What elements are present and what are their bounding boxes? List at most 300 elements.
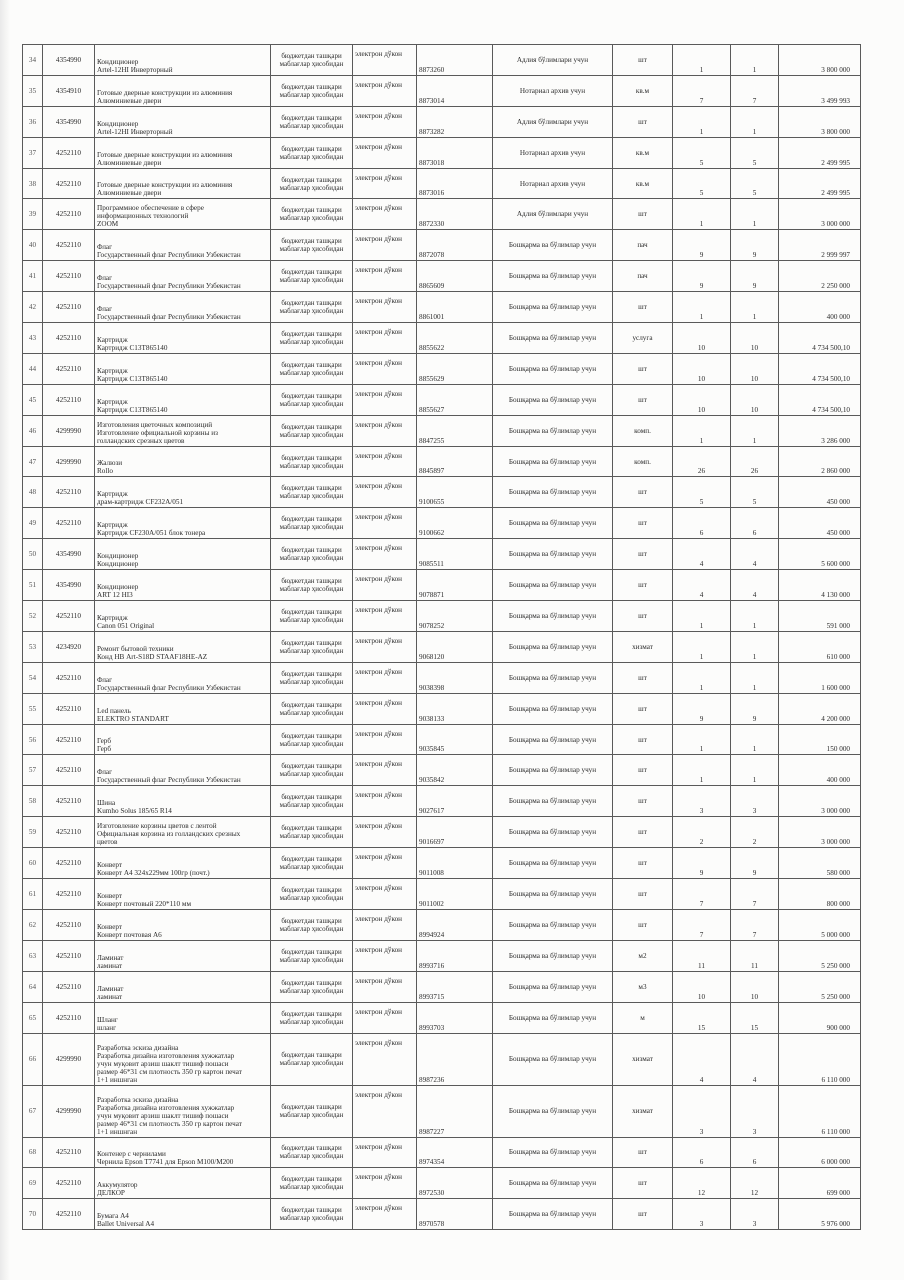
quantity-actual: 26	[731, 446, 779, 477]
quantity-planned: 9	[673, 848, 731, 879]
lot-number: 9085511	[417, 539, 493, 570]
funding-source-line: маблағлар ҳисобидан	[279, 399, 344, 408]
row-number: 60	[23, 848, 43, 879]
funding-source-line: бюджетдан ташқари	[281, 82, 342, 91]
row-number: 35	[23, 75, 43, 106]
funding-source-line: бюджетдан ташқари	[281, 299, 342, 308]
funding-source	[271, 879, 353, 910]
destination: Бошқарма ва бўлимлар учун	[493, 570, 613, 601]
amount: 450 000	[779, 508, 861, 539]
table-row	[23, 601, 861, 632]
amount: 3 800 000	[779, 106, 861, 137]
item-name-line: Canon 051 Original	[97, 621, 155, 630]
amount: 400 000	[779, 292, 861, 323]
lot-number: 8865609	[417, 261, 493, 292]
item-name	[95, 631, 271, 662]
amount: 800 000	[779, 879, 861, 910]
item-name	[95, 1137, 271, 1168]
item-code: 4354990	[43, 539, 95, 570]
funding-source-line: маблағлар ҳисобидан	[279, 368, 344, 377]
item-name-line: Конверт	[97, 891, 123, 900]
destination: Бошқарма ва бўлимлар учун	[493, 817, 613, 848]
funding-source-line: бюджетдан ташқари	[281, 885, 342, 894]
row-number: 49	[23, 508, 43, 539]
item-code: 4252110	[43, 261, 95, 292]
item-code: 4252110	[43, 601, 95, 632]
item-name-line: 1+1 иншнган	[97, 1127, 138, 1136]
destination: Бошқарма ва бўлимлар учун	[493, 786, 613, 817]
table-row	[23, 909, 861, 940]
item-name	[95, 879, 271, 910]
destination: Бошқарма ва бўлимлар учун	[493, 601, 613, 632]
item-name-line: размер 46*31 см плотность 350 гр картон печат	[97, 1067, 242, 1076]
funding-source-line: бюджетдан ташқари	[281, 391, 342, 400]
funding-source-line: бюджетдан ташқари	[281, 731, 342, 740]
unit: шт	[613, 199, 673, 230]
quantity-planned: 3	[673, 1199, 731, 1230]
item-name-line: драм-картридж CF232A/051	[97, 498, 184, 507]
lot-number: 8972530	[417, 1168, 493, 1199]
quantity-planned: 1	[673, 415, 731, 446]
amount: 610 000	[779, 631, 861, 662]
table-row	[23, 879, 861, 910]
item-name-line: Изготовление корзины цветов с лентой	[97, 822, 217, 831]
item-code: 4252110	[43, 199, 95, 230]
quantity-actual: 2	[731, 817, 779, 848]
funding-source-line: маблағлар ҳисобидан	[279, 59, 344, 68]
amount: 400 000	[779, 755, 861, 786]
item-name-line: Конверт почтовая А6	[97, 930, 162, 939]
funding-source	[271, 662, 353, 693]
lot-number: 8855627	[417, 384, 493, 415]
table-row	[23, 693, 861, 724]
quantity-actual: 4	[731, 539, 779, 570]
amount: 4 130 000	[779, 570, 861, 601]
destination: Бошқарма ва бўлимлар учун	[493, 508, 613, 539]
unit: шт	[613, 292, 673, 323]
quantity-planned: 4	[673, 570, 731, 601]
table-row	[23, 415, 861, 446]
lot-number: 8873018	[417, 137, 493, 168]
amount: 4 734 500,10	[779, 384, 861, 415]
item-name-line: Государственный флаг Республики Узбекистан	[97, 313, 241, 322]
unit: шт	[613, 724, 673, 755]
item-code: 4252110	[43, 508, 95, 539]
table-row	[23, 75, 861, 106]
funding-source	[271, 353, 353, 384]
quantity-planned: 15	[673, 1002, 731, 1033]
item-name-line: Государственный флаг Республики Узбекистан	[97, 282, 241, 291]
funding-source-line: бюджетдан ташқари	[281, 1144, 342, 1153]
destination: Бошқарма ва бўлимлар учун	[493, 1085, 613, 1137]
funding-source-line: бюджетдан ташқари	[281, 237, 342, 246]
funding-source	[271, 292, 353, 323]
unit: шт	[613, 848, 673, 879]
item-name	[95, 106, 271, 137]
row-number: 56	[23, 724, 43, 755]
item-name-line: ламинат	[97, 992, 123, 1001]
item-name-line: Флаг	[97, 768, 113, 777]
unit: пач	[613, 261, 673, 292]
item-name-line: Чернила Epson T7741 для Epson M100/M200	[97, 1158, 234, 1167]
destination: Бошқарма ва бўлимлар учун	[493, 693, 613, 724]
row-number: 51	[23, 570, 43, 601]
lot-number: 9038398	[417, 662, 493, 693]
quantity-actual: 1	[731, 415, 779, 446]
row-number: 63	[23, 940, 43, 971]
procurement-channel: электрон дўкон	[353, 75, 417, 106]
amount: 3 499 993	[779, 75, 861, 106]
procurement-channel: электрон дўкон	[353, 384, 417, 415]
funding-source-line: маблағлар ҳисобидан	[279, 863, 344, 872]
amount: 3 000 000	[779, 786, 861, 817]
amount: 4 734 500,10	[779, 323, 861, 354]
lot-number: 8845897	[417, 446, 493, 477]
table-row	[23, 1168, 861, 1199]
destination: Бошқарма ва бўлимлар учун	[493, 477, 613, 508]
item-code: 4252110	[43, 755, 95, 786]
amount: 3 000 000	[779, 199, 861, 230]
table-row	[23, 261, 861, 292]
item-name-line: голландских срезных цветов	[97, 436, 185, 445]
item-name-line: Кондиционер	[97, 119, 139, 128]
quantity-planned: 6	[673, 508, 731, 539]
item-name-line: Картридж	[97, 335, 128, 344]
quantity-actual: 3	[731, 1199, 779, 1230]
quantity-planned: 3	[673, 1085, 731, 1137]
item-name-line: Ламинат	[97, 953, 124, 962]
destination: Бошқарма ва бўлимлар учун	[493, 909, 613, 940]
unit: шт	[613, 539, 673, 570]
item-name-line: Готовые дверные конструкции из алюминия	[97, 150, 233, 159]
amount: 591 000	[779, 601, 861, 632]
quantity-actual: 1	[731, 601, 779, 632]
quantity-planned: 1	[673, 199, 731, 230]
item-name-line: Аккумулятор	[97, 1181, 138, 1190]
amount: 5 600 000	[779, 539, 861, 570]
table-row	[23, 45, 861, 76]
lot-number: 8994924	[417, 909, 493, 940]
procurement-channel: электрон дўкон	[353, 230, 417, 261]
item-name	[95, 570, 271, 601]
funding-source	[271, 1199, 353, 1230]
lot-number: 8855629	[417, 353, 493, 384]
funding-source-line: бюджетдан ташқари	[281, 453, 342, 462]
quantity-planned: 7	[673, 879, 731, 910]
item-code: 4252110	[43, 693, 95, 724]
funding-source-line: маблағлар ҳисобидан	[279, 924, 344, 933]
unit: шт	[613, 755, 673, 786]
quantity-actual: 7	[731, 909, 779, 940]
funding-source-line: бюджетдан ташқари	[281, 51, 342, 60]
table-row	[23, 971, 861, 1002]
destination: Адлия бўлимлари учун	[493, 106, 613, 137]
funding-source-line: бюджетдан ташқари	[281, 422, 342, 431]
item-name-line: Картридж C13T865140	[97, 405, 168, 414]
procurement-channel: электрон дўкон	[353, 446, 417, 477]
amount: 3 800 000	[779, 45, 861, 76]
table-row	[23, 230, 861, 261]
item-code: 4252110	[43, 323, 95, 354]
lot-number: 8873014	[417, 75, 493, 106]
destination: Бошқарма ва бўлимлар учун	[493, 384, 613, 415]
quantity-actual: 1	[731, 724, 779, 755]
row-number: 54	[23, 662, 43, 693]
quantity-actual: 1	[731, 631, 779, 662]
lot-number: 9078871	[417, 570, 493, 601]
destination: Бошқарма ва бўлимлар учун	[493, 724, 613, 755]
destination: Бошқарма ва бўлимлар учун	[493, 1033, 613, 1085]
destination: Бошқарма ва бўлимлар учун	[493, 292, 613, 323]
unit: м	[613, 1002, 673, 1033]
funding-source-line: маблағлар ҳисобидан	[279, 893, 344, 902]
quantity-planned: 1	[673, 292, 731, 323]
row-number: 52	[23, 601, 43, 632]
funding-source-line: маблағлар ҳисобидан	[279, 121, 344, 130]
item-code: 4252110	[43, 909, 95, 940]
destination: Бошқарма ва бўлимлар учун	[493, 631, 613, 662]
unit: шт	[613, 817, 673, 848]
item-name-line: размер 46*31 см плотность 350 гр картон печат	[97, 1119, 242, 1128]
quantity-actual: 12	[731, 1168, 779, 1199]
procurement-channel: электрон дўкон	[353, 353, 417, 384]
funding-source	[271, 940, 353, 971]
item-name	[95, 323, 271, 354]
item-name	[95, 1033, 271, 1085]
item-name	[95, 477, 271, 508]
funding-source-line: бюджетдан ташқари	[281, 144, 342, 153]
destination: Нотариал архив учун	[493, 75, 613, 106]
amount: 3 000 000	[779, 817, 861, 848]
unit: кв.м	[613, 137, 673, 168]
amount: 2 499 995	[779, 137, 861, 168]
quantity-actual: 1	[731, 292, 779, 323]
row-number: 68	[23, 1137, 43, 1168]
table-row	[23, 106, 861, 137]
item-code: 4252110	[43, 786, 95, 817]
row-number: 55	[23, 693, 43, 724]
funding-source-line: маблағлар ҳисобидан	[279, 276, 344, 285]
quantity-actual: 6	[731, 508, 779, 539]
funding-source-line: маблағлар ҳисобидан	[279, 1017, 344, 1026]
funding-source	[271, 106, 353, 137]
row-number: 67	[23, 1085, 43, 1137]
amount: 900 000	[779, 1002, 861, 1033]
quantity-planned: 5	[673, 477, 731, 508]
item-name-line: учун муқовит арзиш шаклт тишиф пошаси	[97, 1059, 229, 1068]
item-name-line: цветов	[97, 838, 118, 847]
item-name-line: Конверт почтовый 220*110 мм	[97, 899, 192, 908]
lot-number: 9011008	[417, 848, 493, 879]
unit: м2	[613, 940, 673, 971]
item-code: 4252110	[43, 817, 95, 848]
funding-source	[271, 384, 353, 415]
item-name	[95, 693, 271, 724]
quantity-planned: 1	[673, 106, 731, 137]
amount: 2 860 000	[779, 446, 861, 477]
funding-source-line: маблағлар ҳисобидан	[279, 1214, 344, 1223]
destination: Бошқарма ва бўлимлар учун	[493, 415, 613, 446]
item-name-line: Изготовление официальной корзины из	[97, 428, 218, 437]
procurement-table	[22, 44, 861, 1230]
funding-source	[271, 601, 353, 632]
item-name	[95, 817, 271, 848]
item-name-line: Конд НВ Art-S18D STAAF18HE-AZ	[97, 652, 208, 661]
unit: шт	[613, 601, 673, 632]
item-name-line: Официальная корзина из голландских срезных	[97, 830, 241, 839]
amount: 450 000	[779, 477, 861, 508]
funding-source	[271, 199, 353, 230]
procurement-channel: электрон дўкон	[353, 292, 417, 323]
quantity-actual: 5	[731, 168, 779, 199]
table-body	[23, 45, 861, 1230]
procurement-channel: электрон дўкон	[353, 693, 417, 724]
quantity-planned: 10	[673, 384, 731, 415]
funding-source-line: бюджетдан ташқари	[281, 268, 342, 277]
amount: 3 286 000	[779, 415, 861, 446]
quantity-actual: 9	[731, 848, 779, 879]
funding-source	[271, 631, 353, 662]
item-name-line: Ballet Universal A4	[97, 1220, 155, 1229]
lot-number: 9078252	[417, 601, 493, 632]
row-number: 46	[23, 415, 43, 446]
item-name-line: Конверт	[97, 861, 123, 870]
funding-source-line: бюджетдан ташқари	[281, 978, 342, 987]
funding-source-line: бюджетдан ташқари	[281, 1051, 342, 1059]
item-code: 4252110	[43, 940, 95, 971]
item-name-line: Кондиционер	[97, 552, 139, 561]
amount: 699 000	[779, 1168, 861, 1199]
funding-source-line: маблағлар ҳисобидан	[279, 646, 344, 655]
lot-number: 9068120	[417, 631, 493, 662]
unit: шт	[613, 353, 673, 384]
funding-source	[271, 848, 353, 879]
item-name-line: Флаг	[97, 305, 113, 314]
funding-source-line: бюджетдан ташқари	[281, 1009, 342, 1018]
item-name-line: Алюминиевые двери	[97, 158, 162, 167]
item-name	[95, 261, 271, 292]
quantity-planned: 2	[673, 817, 731, 848]
item-name-line: Флаг	[97, 675, 113, 684]
unit: шт	[613, 570, 673, 601]
table-row	[23, 662, 861, 693]
quantity-actual: 5	[731, 477, 779, 508]
funding-source	[271, 508, 353, 539]
funding-source-line: маблағлар ҳисобидан	[279, 90, 344, 99]
amount: 2 499 995	[779, 168, 861, 199]
amount: 5 250 000	[779, 971, 861, 1002]
unit: шт	[613, 693, 673, 724]
funding-source-line: маблағлар ҳисобидан	[279, 801, 344, 810]
procurement-channel: электрон дўкон	[353, 1085, 417, 1137]
funding-source-line: бюджетдан ташқари	[281, 206, 342, 215]
procurement-channel: электрон дўкон	[353, 539, 417, 570]
quantity-actual: 5	[731, 137, 779, 168]
quantity-planned: 12	[673, 1168, 731, 1199]
table-row	[23, 1085, 861, 1137]
funding-source	[271, 570, 353, 601]
item-name-line: Rollo	[97, 467, 113, 476]
item-code: 4252110	[43, 848, 95, 879]
table-row	[23, 724, 861, 755]
row-number: 53	[23, 631, 43, 662]
lot-number: 8861001	[417, 292, 493, 323]
item-code: 4299990	[43, 446, 95, 477]
quantity-actual: 1	[731, 45, 779, 76]
procurement-channel: электрон дўкон	[353, 817, 417, 848]
funding-source-line: маблағлар ҳисобидан	[279, 615, 344, 624]
funding-source	[271, 971, 353, 1002]
destination: Бошқарма ва бўлимлар учун	[493, 230, 613, 261]
item-code: 4354990	[43, 106, 95, 137]
procurement-channel: электрон дўкон	[353, 601, 417, 632]
destination: Бошқарма ва бўлимлар учун	[493, 879, 613, 910]
quantity-planned: 1	[673, 601, 731, 632]
procurement-channel: электрон дўкон	[353, 45, 417, 76]
item-code: 4252110	[43, 662, 95, 693]
quantity-actual: 6	[731, 1137, 779, 1168]
item-name-line: Герб	[97, 745, 112, 754]
amount: 5 976 000	[779, 1199, 861, 1230]
destination: Бошқарма ва бўлимлар учун	[493, 1168, 613, 1199]
funding-source	[271, 1085, 353, 1137]
item-name-line: ART 12 HI3	[97, 591, 133, 600]
funding-source	[271, 817, 353, 848]
table-row	[23, 1199, 861, 1230]
item-name	[95, 415, 271, 446]
item-name	[95, 199, 271, 230]
quantity-planned: 1	[673, 631, 731, 662]
quantity-planned: 4	[673, 1033, 731, 1085]
row-number: 45	[23, 384, 43, 415]
item-name	[95, 45, 271, 76]
funding-source-line: бюджетдан ташқари	[281, 824, 342, 833]
item-code: 4252110	[43, 168, 95, 199]
item-code: 4252110	[43, 353, 95, 384]
table-row	[23, 940, 861, 971]
item-name-line: Государственный флаг Республики Узбекистан	[97, 776, 241, 785]
quantity-planned: 5	[673, 137, 731, 168]
row-number: 66	[23, 1033, 43, 1085]
item-name-line: информационных технологий	[97, 212, 189, 221]
procurement-channel: электрон дўкон	[353, 631, 417, 662]
destination: Бошқарма ва бўлимлар учун	[493, 940, 613, 971]
funding-source-line: бюджетдан ташқари	[281, 947, 342, 956]
unit: хизмат	[613, 631, 673, 662]
item-name	[95, 662, 271, 693]
item-code: 4299990	[43, 1033, 95, 1085]
item-name-line: ДЕЛКОР	[97, 1189, 125, 1198]
item-code: 4252110	[43, 477, 95, 508]
funding-source-line: бюджетдан ташқари	[281, 515, 342, 524]
item-name	[95, 1168, 271, 1199]
quantity-actual: 1	[731, 106, 779, 137]
table-row	[23, 477, 861, 508]
destination: Бошқарма ва бўлимлар учун	[493, 848, 613, 879]
item-name-line: Кондиционер	[97, 560, 139, 569]
item-code: 4252110	[43, 230, 95, 261]
lot-number: 8873260	[417, 45, 493, 76]
quantity-actual: 7	[731, 879, 779, 910]
item-name	[95, 601, 271, 632]
quantity-planned: 5	[673, 168, 731, 199]
lot-number: 8873282	[417, 106, 493, 137]
unit: услуга	[613, 323, 673, 354]
item-name-line: Ремонт бытовой техники	[97, 644, 174, 653]
amount: 2 250 000	[779, 261, 861, 292]
procurement-channel: электрон дўкон	[353, 570, 417, 601]
unit: шт	[613, 1137, 673, 1168]
